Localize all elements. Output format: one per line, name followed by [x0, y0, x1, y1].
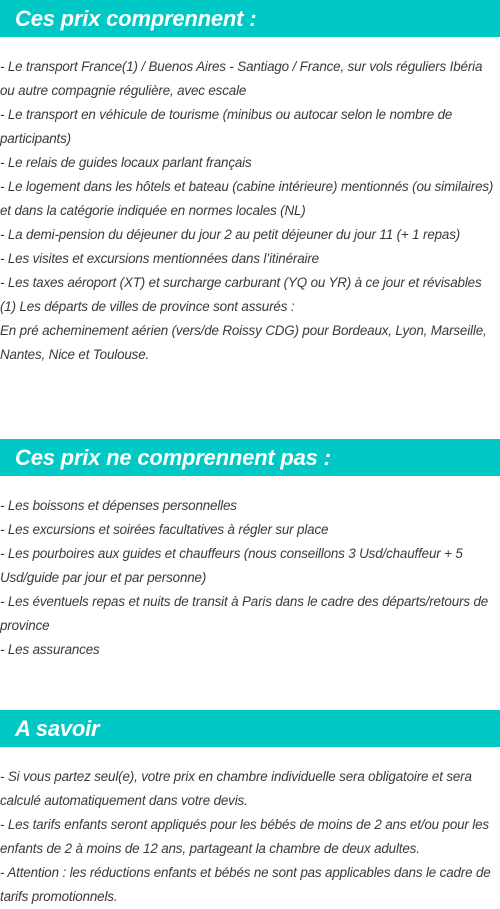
- section-good-to-know: [0, 710, 500, 909]
- included-list: [0, 55, 500, 367]
- list-item: - Si vous partez seul(e), votre prix en chambre individuelle sera obligatoire et sera calculé automatiquement dans votre devis.: [0, 769, 472, 808]
- list-item: - Le relais de guides locaux parlant français: [0, 155, 252, 170]
- footnote-item: En pré acheminement aérien (vers/de Roissy CDG) pour Bordeaux, Lyon, Marseille, Nantes, Nice et Toulouse.: [0, 323, 487, 362]
- list-item: - Les excursions et soirées facultatives à régler sur place: [0, 522, 329, 537]
- list-item: - Le transport en véhicule de tourisme (minibus ou autocar selon le nombre de participants): [0, 107, 453, 146]
- list-item: - Les boissons et dépenses personnelles: [0, 498, 237, 513]
- list-item: - Les visites et excursions mentionnées dans l’itinéraire: [0, 251, 319, 266]
- list-item: - Le transport France(1) / Buenos Aires - Santiago / France, sur vols réguliers Ibéria ou autre compagnie régulière, avec escale: [0, 59, 483, 98]
- list-item: - Les tarifs enfants seront appliqués pour les bébés de moins de 2 ans et/ou pour les enfants de 2 à moins de 12 ans, partageant la chambre de deux adultes.: [0, 817, 489, 856]
- section-heading-included: Ces prix comprennent :: [0, 0, 500, 37]
- list-item: - Les assurances: [0, 642, 100, 657]
- footnote-item: (1) Les départs de villes de province sont assurés :: [0, 299, 295, 314]
- excluded-list: [0, 494, 500, 662]
- list-item: - La demi-pension du déjeuner du jour 2 au petit déjeuner du jour 11 (+ 1 repas): [0, 227, 461, 242]
- section-prices-excluded: [0, 439, 500, 662]
- list-item: - Les taxes aéroport (XT) et surcharge carburant (YQ ou YR) à ce jour et révisables: [0, 275, 482, 290]
- list-item: - Les éventuels repas et nuits de transit à Paris dans le cadre des départs/retours de province: [0, 594, 489, 633]
- section-heading-good-to-know: A savoir: [0, 710, 500, 747]
- list-item: - Attention : les réductions enfants et bébés ne sont pas applicables dans le cadre de tarifs promotionnels.: [0, 865, 491, 904]
- section-heading-excluded: Ces prix ne comprennent pas :: [0, 439, 500, 476]
- list-item: - Le logement dans les hôtels et bateau (cabine intérieure) mentionnés (ou similaires) et dans la catégorie indiquée en normes locales (NL): [0, 179, 494, 218]
- section-prices-included: [0, 0, 500, 367]
- list-item: - Les pourboires aux guides et chauffeurs (nous conseillons 3 Usd/chauffeur + 5 Usd/guide par jour et par personne): [0, 546, 463, 585]
- tips-list: [0, 765, 500, 909]
